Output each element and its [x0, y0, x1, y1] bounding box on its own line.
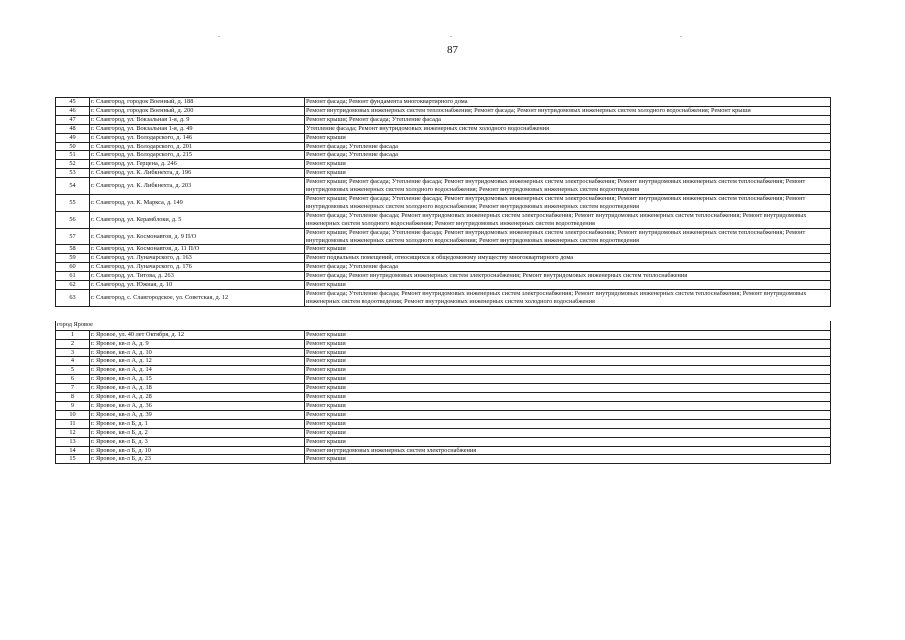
row-address: г. Славгород, ул. Южная, д. 10 — [90, 281, 305, 290]
row-number: 48 — [56, 124, 90, 133]
row-work-types: Ремонт крыши — [305, 133, 831, 142]
row-work-types: Ремонт фасада; Утепление фасада — [305, 151, 831, 160]
row-number: 45 — [56, 98, 90, 107]
row-work-types: Ремонт крыши — [305, 410, 831, 419]
row-work-types: Ремонт крыши — [305, 402, 831, 411]
table-row — [56, 133, 831, 142]
table-row — [56, 245, 831, 254]
row-work-types: Ремонт крыши — [305, 384, 831, 393]
row-work-types: Ремонт крыши; Ремонт фасада; Утепление фасада — [305, 115, 831, 124]
row-address: г. Славгород, ул. Луначарского, д. 176 — [90, 263, 305, 272]
row-number: 14 — [56, 446, 90, 455]
row-address: г. Яровое, кв-л А, д. 39 — [90, 410, 305, 419]
table-row — [56, 142, 831, 151]
row-number: 15 — [56, 455, 90, 464]
section-title: город Яровое — [56, 321, 831, 331]
yarovoe-rows — [56, 330, 831, 464]
row-work-types: Ремонт крыши — [305, 428, 831, 437]
row-work-types: Ремонт крыши — [305, 160, 831, 169]
row-address: г. Яровое, кв-л Б, д. 3 — [90, 437, 305, 446]
table-row — [56, 366, 831, 375]
row-work-types: Ремонт фасада; Ремонт фундамента многоквартирного дома — [305, 98, 831, 107]
table-row — [56, 124, 831, 133]
table-row — [56, 428, 831, 437]
row-address: г. Славгород, ул. К. Маркса, д. 149 — [90, 194, 305, 211]
row-number: 6 — [56, 375, 90, 384]
row-work-types: Ремонт фасада; Утепление фасада — [305, 142, 831, 151]
row-work-types: Ремонт крыши — [305, 281, 831, 290]
table-row — [56, 393, 831, 402]
row-work-types: Ремонт крыши — [305, 245, 831, 254]
row-work-types: Ремонт крыши — [305, 455, 831, 464]
table-row — [56, 446, 831, 455]
row-address: г. Славгород, ул. Володарского, д. 215 — [90, 151, 305, 160]
row-number: 11 — [56, 419, 90, 428]
table-row — [56, 330, 831, 339]
row-number: 60 — [56, 263, 90, 272]
table-row — [56, 289, 831, 306]
row-number: 53 — [56, 169, 90, 178]
row-address: г. Яровое, кв-л Б, д. 1 — [90, 419, 305, 428]
row-work-types: Ремонт крыши — [305, 348, 831, 357]
row-number: 58 — [56, 245, 90, 254]
row-address: г. Яровое, кв-л А, д. 15 — [90, 375, 305, 384]
table-row — [56, 178, 831, 195]
row-work-types: Ремонт крыши — [305, 169, 831, 178]
row-work-types: Ремонт крыши — [305, 330, 831, 339]
row-number: 50 — [56, 142, 90, 151]
row-number: 7 — [56, 384, 90, 393]
row-address: г. Славгород, ул. Володарского, д. 146 — [90, 133, 305, 142]
section-header — [56, 306, 831, 330]
row-work-types: Ремонт крыши — [305, 357, 831, 366]
row-number: 52 — [56, 160, 90, 169]
row-work-types: Ремонт фасада; Ремонт внутридомовых инженерных систем электроснабжения; Ремонт внутридомовых инженерных систем теплоснабжения — [305, 272, 831, 281]
table-row — [56, 98, 831, 107]
slavgorod-rows — [56, 98, 831, 307]
row-number: 13 — [56, 437, 90, 446]
row-address: г. Яровое, кв-л А, д. 14 — [90, 366, 305, 375]
row-number: 1 — [56, 330, 90, 339]
row-address: г. Славгород, ул. Герцена, д. 246 — [90, 160, 305, 169]
row-number: 57 — [56, 228, 90, 245]
row-number: 63 — [56, 289, 90, 306]
row-number: 55 — [56, 194, 90, 211]
table-row — [56, 272, 831, 281]
row-number: 9 — [56, 402, 90, 411]
table-row — [56, 211, 831, 228]
row-address: г. Яровое, кв-л А, д. 12 — [90, 357, 305, 366]
table-row — [56, 160, 831, 169]
table-row — [56, 228, 831, 245]
table-row — [56, 437, 831, 446]
row-number: 51 — [56, 151, 90, 160]
page-number: 87 — [447, 44, 458, 56]
row-address: г. Яровое, кв-л А, д. 9 — [90, 339, 305, 348]
row-address: г. Славгород, ул. Вокзальная 1-я, д. 49 — [90, 124, 305, 133]
row-work-types: Ремонт крыши — [305, 339, 831, 348]
row-address: г. Славгород, ул. Вокзальная 1-я, д. 9 — [90, 115, 305, 124]
row-address: г. Яровое, кв-л Б, д. 23 — [90, 455, 305, 464]
row-address: г. Славгород, ул. К. Либкнехта, д. 196 — [90, 169, 305, 178]
row-number: 2 — [56, 339, 90, 348]
row-number: 62 — [56, 281, 90, 290]
row-work-types: Ремонт крыши; Ремонт фасада; Утепление фасада; Ремонт внутридомовых инженерных систем электроснабжения; Ремонт внутридомовых инженерных систем теплоснабжения; Ремонт внутридомовых инженерных систем холодного водоснабжения; Ремонт внутридомовых инженерных систем водоотведения — [305, 178, 831, 195]
row-address: г. Славгород, городок Военный, д. 200 — [90, 106, 305, 115]
table-row — [56, 402, 831, 411]
row-work-types: Утепление фасада; Ремонт внутридомовых инженерных систем холодного водоснабжения — [305, 124, 831, 133]
row-number: 8 — [56, 393, 90, 402]
table-row — [56, 375, 831, 384]
row-address: г. Славгород, ул. Керамблоки, д. 5 — [90, 211, 305, 228]
row-work-types: Ремонт крыши — [305, 366, 831, 375]
repair-schedule-table — [55, 97, 831, 464]
row-address: г. Славгород, ул. Титова, д. 263 — [90, 272, 305, 281]
row-work-types: Ремонт крыши; Ремонт фасада; Утепление фасада; Ремонт внутридомовых инженерных систем электроснабжения; Ремонт внутридомовых инженерных систем теплоснабжения; Ремонт внутридомовых инженерных систем холодного водоснабжения; Ремонт внутридомовых инженерных систем водоотведения — [305, 228, 831, 245]
table-row — [56, 357, 831, 366]
table-row — [56, 419, 831, 428]
row-number: 4 — [56, 357, 90, 366]
table-row — [56, 410, 831, 419]
table-row — [56, 106, 831, 115]
row-number: 56 — [56, 211, 90, 228]
table-row — [56, 151, 831, 160]
row-address: г. Яровое, кв-л А, д. 28 — [90, 393, 305, 402]
row-address: г. Яровое, кв-л А, д. 36 — [90, 402, 305, 411]
row-address: г. Яровое, кв-л А, д. 10 — [90, 348, 305, 357]
row-address: г. Славгород, ул. Космонавтов, д. 9 П/О — [90, 228, 305, 245]
row-work-types: Ремонт крыши — [305, 419, 831, 428]
row-address: г. Славгород, ул. Луначарского, д. 163 — [90, 254, 305, 263]
row-work-types: Ремонт фасада; Утепление фасада — [305, 263, 831, 272]
row-work-types: Ремонт крыши; Ремонт фасада; Утепление фасада; Ремонт внутридомовых инженерных систем электроснабжения; Ремонт внутридомовых инженерных систем теплоснабжения; Ремонт внутридомовых инженерных систем холодного водоснабжения; Ремонт внутридомовых инженерных систем водоотведения — [305, 194, 831, 211]
scan-dot: . — [680, 30, 682, 39]
table-row — [56, 455, 831, 464]
table-row — [56, 281, 831, 290]
row-address: г. Славгород, городок Военный, д. 188 — [90, 98, 305, 107]
row-number: 46 — [56, 106, 90, 115]
row-work-types: Ремонт крыши — [305, 393, 831, 402]
row-number: 61 — [56, 272, 90, 281]
table-row — [56, 194, 831, 211]
scan-dot: . — [218, 30, 220, 39]
row-work-types: Ремонт подвальных помещений, относящихся к общедомовому имуществу многоквартирного дома — [305, 254, 831, 263]
row-work-types: Ремонт фасада; Утепление фасада; Ремонт внутридомовых инженерных систем электроснабжения; Ремонт внутридомовых инженерных систем теплоснабжения; Ремонт внутридомовых инженерных систем водоотведения; Ремонт внутридомовых инженерных систем холодного водоснабжения — [305, 289, 831, 306]
table-row — [56, 254, 831, 263]
table-row — [56, 384, 831, 393]
row-work-types: Ремонт фасада; Утепление фасада; Ремонт внутридомовых инженерных систем электроснабжения; Ремонт внутридомовых инженерных систем теплоснабжения; Ремонт внутридомовых инженерных систем холодного водоснабжения; Ремонт внутридомовых инженерных систем водоотведения — [305, 211, 831, 228]
row-address: г. Яровое, кв-л А, д. 18 — [90, 384, 305, 393]
row-number: 49 — [56, 133, 90, 142]
table-row — [56, 169, 831, 178]
row-address: г. Славгород, с. Славгородское, ул. Советская, д. 12 — [90, 289, 305, 306]
row-number: 12 — [56, 428, 90, 437]
table-row — [56, 115, 831, 124]
row-work-types: Ремонт внутридомовых инженерных систем теплоснабжения; Ремонт фасада; Ремонт внутридомовых инженерных систем холодного водоснабжения; Ремонт крыши — [305, 106, 831, 115]
row-address: г. Славгород, ул. Володарского, д. 201 — [90, 142, 305, 151]
row-number: 59 — [56, 254, 90, 263]
row-number: 54 — [56, 178, 90, 195]
row-work-types: Ремонт крыши — [305, 375, 831, 384]
row-address: г. Яровое, ул. 40 лет Октября, д. 12 — [90, 330, 305, 339]
row-address: г. Славгород, ул. Космонавтов, д. 11 П/О — [90, 245, 305, 254]
table-row — [56, 263, 831, 272]
row-work-types: Ремонт крыши — [305, 437, 831, 446]
row-number: 10 — [56, 410, 90, 419]
row-number: 47 — [56, 115, 90, 124]
row-number: 3 — [56, 348, 90, 357]
row-address: г. Яровое, кв-л Б, д. 10 — [90, 446, 305, 455]
table-row — [56, 348, 831, 357]
table-row — [56, 339, 831, 348]
row-address: г. Яровое, кв-л Б, д. 2 — [90, 428, 305, 437]
row-address: г. Славгород, ул. К. Либкнехта, д. 203 — [90, 178, 305, 195]
row-work-types: Ремонт внутридомовых инженерных систем электроснабжения — [305, 446, 831, 455]
scan-dot: . — [450, 30, 452, 39]
row-number: 5 — [56, 366, 90, 375]
